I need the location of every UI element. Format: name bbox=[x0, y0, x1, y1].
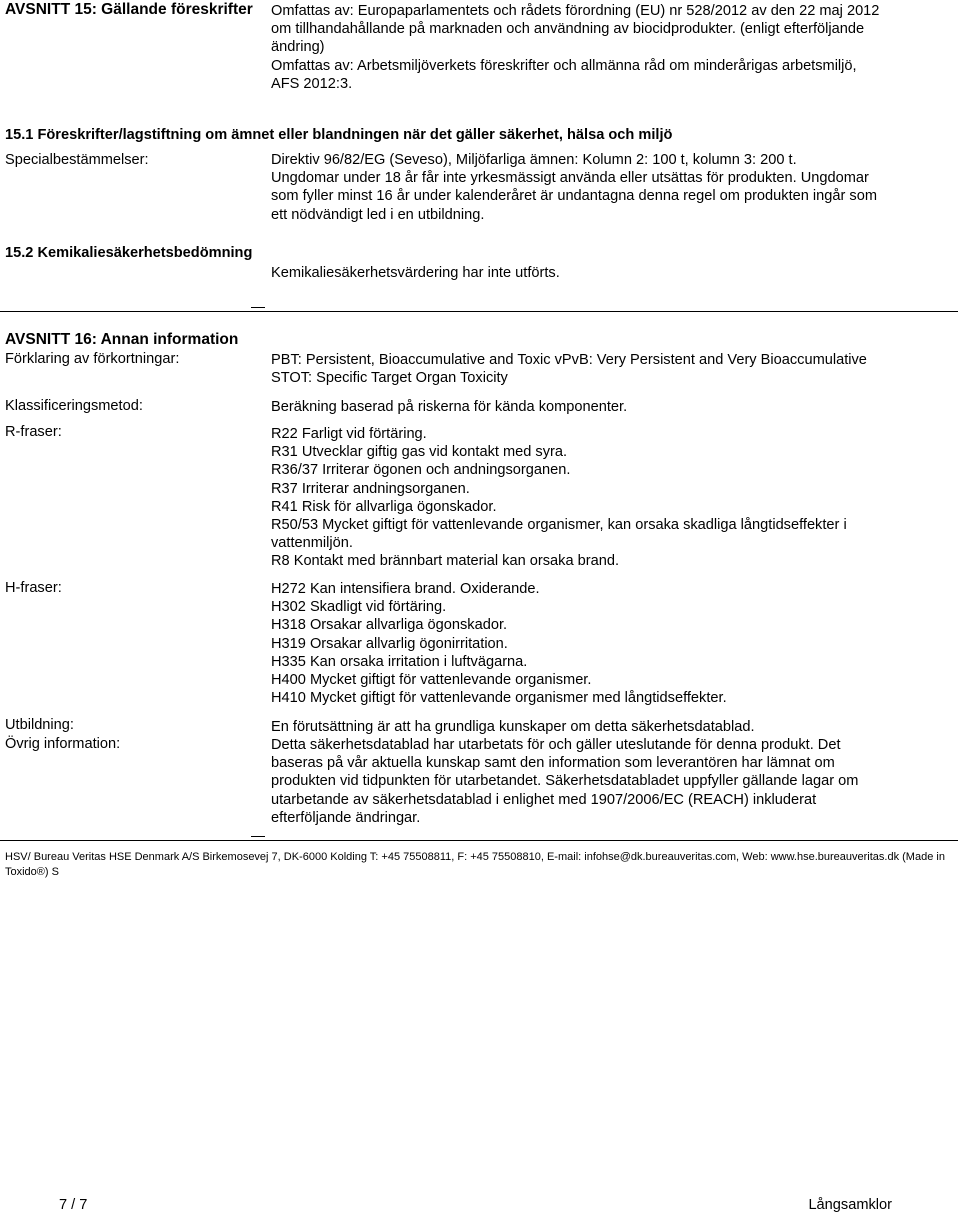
special-label: Specialbestämmelser: bbox=[5, 152, 149, 168]
subsection-15-2-title: 15.2 Kemikaliesäkerhetsbedömning bbox=[5, 245, 253, 261]
footer-line: Toxido®) S bbox=[5, 866, 59, 878]
h-phrase: H302 Skadligt vid förtäring. bbox=[271, 599, 447, 616]
h-phrases-list bbox=[271, 580, 951, 707]
abbreviation-line: PBT: Persistent, Bioaccumulative and Toxic vPvB: Very Persistent and Very Bioaccumulative bbox=[271, 352, 867, 368]
intro-line: Omfattas av: Europaparlamentets och rådets förordning (EU) nr 528/2012 av den 22 maj 2012 bbox=[271, 3, 880, 19]
abbreviation-line: STOT: Specific Target Organ Toxicity bbox=[271, 370, 508, 387]
r-phrase: R50/53 Mycket giftigt för vattenlevande organismer, kan orsaka skadliga långtidseffekter i bbox=[271, 517, 847, 534]
r-phrase: R8 Kontakt med brännbart material kan orsaka brand. bbox=[271, 553, 620, 570]
special-line: Ungdomar under 18 år får inte yrkesmässigt använda eller utsättas för produkten. Ungdomar bbox=[271, 170, 869, 187]
divider-tick bbox=[251, 836, 265, 837]
other-info-line: utarbetande av säkerhetsdatablad i enlighet med 1907/2006/EC (REACH) inkluderat bbox=[271, 791, 817, 808]
subsection-15-1-title: 15.1 Föreskrifter/lagstiftning om ämnet eller blandningen när det gäller säkerhet, hälsa och miljö bbox=[5, 127, 673, 143]
h-phrase: H410 Mycket giftigt för vattenlevande organismer med långtidseffekter. bbox=[271, 690, 727, 707]
footer-line: HSV/ Bureau Veritas HSE Denmark A/S Birkemosevej 7, DK-6000 Kolding T: +45 75508811, F: +45 75508810, E-mail: infohse@dk.bureauveritas.com, Web: www.hse.bureauveritas.dk (Made in bbox=[5, 851, 945, 863]
r-phrase: R36/37 Irriterar ögonen och andningsorganen. bbox=[271, 462, 571, 479]
intro-line: AFS 2012:3. bbox=[271, 75, 353, 92]
intro-line: om tillhandahållande på marknaden och användning av biocidprodukter. (enligt efterföljande bbox=[271, 21, 865, 38]
h-phrase: H335 Kan orsaka irritation i luftvägarna. bbox=[271, 653, 528, 670]
page-number: 7 / 7 bbox=[59, 1197, 88, 1213]
intro-line: Omfattas av: Arbetsmiljöverkets föreskrifter och allmänna råd om minderårigas arbetsmiljö, bbox=[271, 57, 857, 74]
h-phrase: H272 Kan intensifiera brand. Oxiderande. bbox=[271, 581, 540, 597]
r-phrases-label: R-fraser: bbox=[5, 424, 62, 440]
other-info-line: produkten vid tidpunkten för utarbetandet. Säkerhetsdatabladet uppfyller gällande lagar om bbox=[271, 773, 859, 790]
r-phrase: R37 Irriterar andningsorganen. bbox=[271, 480, 470, 497]
other-info-line: baseras på vår aktuella kunskap samt den information som leverantören har lämnat om bbox=[271, 755, 835, 772]
other-info-line: Detta säkerhetsdatablad har utarbetats för och gäller uteslutande för denna produkt. Det bbox=[271, 737, 841, 753]
footer-contact bbox=[5, 850, 955, 880]
footer-divider bbox=[0, 840, 958, 841]
education-text: En förutsättning är att ha grundliga kunskaper om detta säkerhetsdatablad. bbox=[271, 719, 755, 735]
section-15-title: AVSNITT 15: Gällande föreskrifter bbox=[5, 1, 253, 18]
special-text bbox=[271, 151, 951, 224]
section-15-intro bbox=[271, 2, 951, 93]
subsection-15-2-text: Kemikaliesäkerhetsvärdering har inte utförts. bbox=[271, 265, 560, 281]
h-phrases-label: H-fraser: bbox=[5, 580, 62, 596]
other-info-text bbox=[271, 736, 951, 827]
section-divider bbox=[0, 311, 958, 312]
classification-method-label: Klassificeringsmetod: bbox=[5, 398, 143, 414]
r-phrase: R31 Utvecklar giftig gas vid kontakt med syra. bbox=[271, 444, 568, 461]
abbreviations-text bbox=[271, 351, 956, 387]
education-label: Utbildning: bbox=[5, 717, 74, 733]
special-line: ett nödvändigt led i en utbildning. bbox=[271, 206, 485, 223]
intro-line: ändring) bbox=[271, 39, 325, 56]
other-info-label: Övrig information: bbox=[5, 736, 121, 752]
r-phrase: vattenmiljön. bbox=[271, 535, 353, 552]
special-line: som fyller minst 16 år under kalenderåret är undantagna denna regel om produkten ingår som bbox=[271, 188, 877, 205]
product-name: Långsamklor bbox=[808, 1197, 892, 1213]
r-phrase: R22 Farligt vid förtäring. bbox=[271, 426, 427, 442]
abbreviations-label: Förklaring av förkortningar: bbox=[5, 351, 180, 367]
r-phrase: R41 Risk för allvarliga ögonskador. bbox=[271, 498, 497, 515]
h-phrase: H400 Mycket giftigt för vattenlevande organismer. bbox=[271, 672, 592, 689]
other-info-line: efterföljande ändringar. bbox=[271, 809, 421, 826]
classification-method-text: Beräkning baserad på riskerna för kända komponenter. bbox=[271, 399, 628, 415]
section-16-title: AVSNITT 16: Annan information bbox=[5, 331, 239, 348]
h-phrase: H318 Orsakar allvarliga ögonskador. bbox=[271, 617, 508, 634]
r-phrases-list bbox=[271, 425, 951, 571]
special-line: Direktiv 96/82/EG (Seveso), Miljöfarliga ämnen: Kolumn 2: 100 t, kolumn 3: 200 t. bbox=[271, 152, 797, 168]
divider-tick bbox=[251, 307, 265, 308]
h-phrase: H319 Orsakar allvarlig ögonirritation. bbox=[271, 635, 508, 652]
